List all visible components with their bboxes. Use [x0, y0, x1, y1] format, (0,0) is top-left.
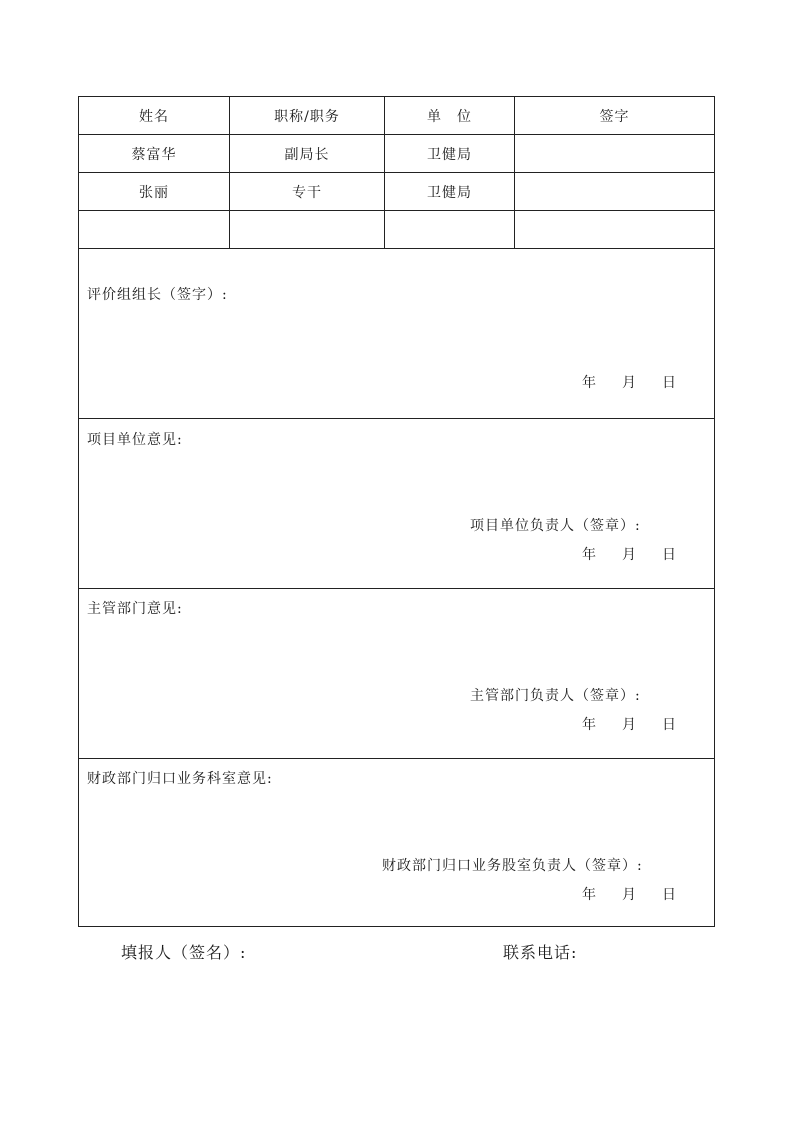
- project-unit-signer-label: 项目单位负责人（签章）:: [470, 518, 641, 534]
- signature-cell[interactable]: [515, 173, 714, 210]
- finance-dept-signer-label: 财政部门归口业务股室负责人（签章）:: [382, 858, 643, 874]
- header-title: 职称/职务: [274, 108, 340, 125]
- month-label: 月: [622, 547, 636, 563]
- contact-phone-label: 联系电话:: [503, 943, 578, 962]
- section-divider: [79, 418, 714, 419]
- header-name: 姓名: [139, 108, 169, 125]
- table-cell: 张丽: [139, 184, 169, 201]
- day-label: 日: [662, 717, 676, 733]
- month-label: 月: [622, 887, 636, 903]
- reporter-signature-label: 填报人（签名）:: [121, 943, 247, 962]
- month-label: 月: [622, 717, 636, 733]
- year-label: 年: [582, 375, 596, 391]
- table-cell[interactable]: [230, 211, 384, 248]
- signature-cell[interactable]: [515, 211, 714, 248]
- finance-dept-opinion-label: 财政部门归口业务科室意见:: [87, 771, 273, 787]
- evaluation-form: [78, 96, 715, 927]
- table-cell: 专干: [292, 184, 322, 201]
- year-label: 年: [582, 717, 596, 733]
- table-cell: 副局长: [284, 146, 330, 163]
- leader-signature-label: 评价组组长（签字）:: [87, 287, 228, 303]
- section-divider: [79, 758, 714, 759]
- table-cell: 卫健局: [427, 146, 472, 163]
- table-cell: 卫健局: [427, 184, 472, 201]
- year-label: 年: [582, 887, 596, 903]
- day-label: 日: [662, 375, 676, 391]
- row-divider: [79, 248, 714, 249]
- day-label: 日: [662, 887, 676, 903]
- header-unit: 单 位: [427, 108, 472, 125]
- competent-dept-signer-label: 主管部门负责人（签章）:: [470, 688, 641, 704]
- signature-cell[interactable]: [515, 135, 714, 172]
- month-label: 月: [622, 375, 636, 391]
- section-divider: [79, 588, 714, 589]
- table-cell[interactable]: [385, 211, 514, 248]
- competent-dept-opinion-label: 主管部门意见:: [87, 601, 183, 617]
- project-unit-opinion-label: 项目单位意见:: [87, 432, 183, 448]
- table-cell[interactable]: [79, 211, 229, 248]
- year-label: 年: [582, 547, 596, 563]
- header-signature: 签字: [599, 108, 630, 125]
- table-cell: 蔡富华: [131, 146, 177, 163]
- day-label: 日: [662, 547, 676, 563]
